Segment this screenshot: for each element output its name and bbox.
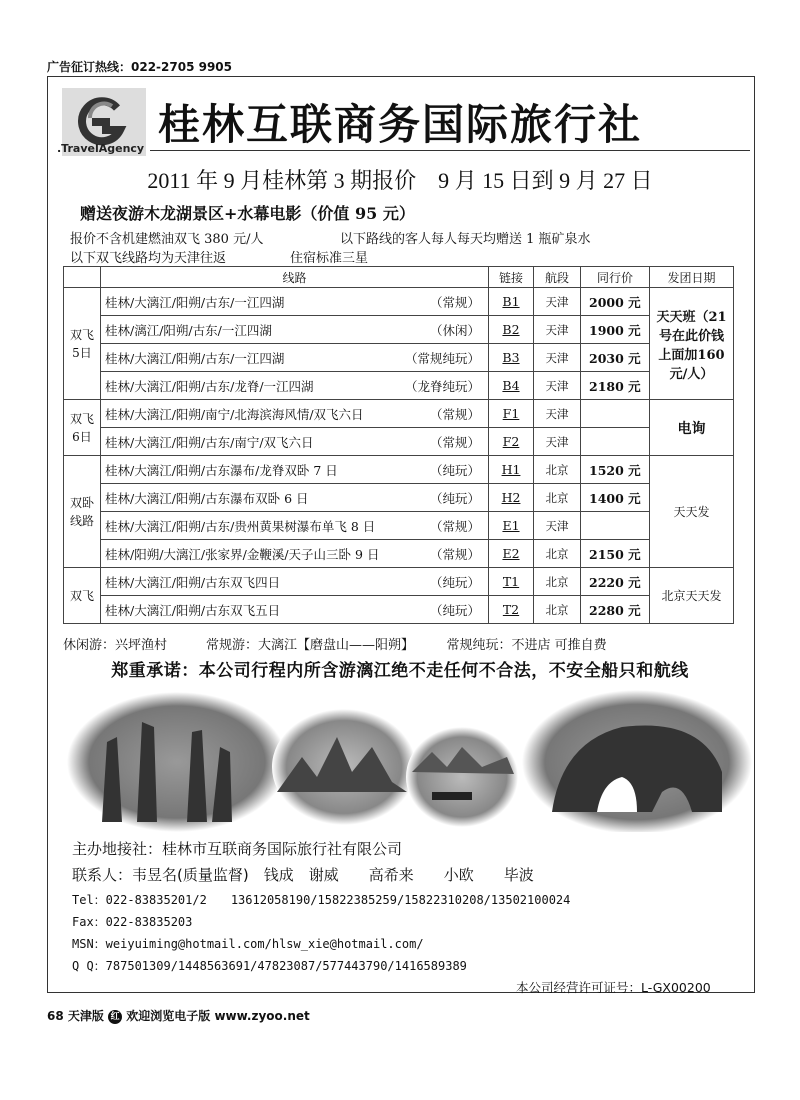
route-cell (101, 568, 489, 596)
departure-city: 天津 (534, 316, 581, 344)
footer-link[interactable]: 欢迎浏览电子版 www.zyoo.net (126, 1009, 310, 1023)
contact-people: 联系人：韦昱名(质量监督) 钱成 谢威 高希来 小欧 毕波 (72, 866, 534, 884)
price-value: 1900 元 (589, 322, 641, 338)
route-code-link[interactable]: H1 (489, 456, 534, 484)
route-code-link[interactable]: B4 (489, 372, 534, 400)
header-segment: 航段 (534, 267, 581, 288)
peer-price (581, 540, 650, 568)
peer-price (581, 456, 650, 484)
route-cell (101, 456, 489, 484)
route-name: 桂林/大漓江/阳朔/古东/一江四湖 (105, 294, 285, 310)
departure-city: 北京 (534, 484, 581, 512)
table-header-row (64, 267, 734, 288)
route-tag: （常规） (429, 406, 480, 422)
route-name: 桂林/大漓江/阳朔/古东瀑布/龙脊双卧 7 日 (105, 462, 338, 478)
route-tag: （常规） (429, 546, 480, 562)
contact-msn: MSN：weiyuiming@hotmail.com/hlsw_xie@hotmail.com/ (72, 937, 424, 951)
route-tag: （纯玩） (429, 490, 480, 506)
table-row (64, 428, 734, 456)
route-tag: （纯玩） (429, 462, 480, 478)
route-name: 桂林/大漓江/阳朔/南宁/北海滨海风情/双飞六日 (105, 406, 364, 422)
route-cell (101, 484, 489, 512)
route-cell (101, 344, 489, 372)
route-code-link[interactable]: B2 (489, 316, 534, 344)
safety-promise: 郑重承诺：本公司行程内所含游漓江绝不走任何不合法，不安全船只和航线 (111, 661, 689, 681)
price-value: 2180 元 (589, 378, 641, 394)
contact-tel: Tel：022-83835201/2 13612058190/15822385259/15822310208/13502100024 (72, 893, 571, 907)
route-name: 桂林/大漓江/阳朔/古东/龙脊/一江四湖 (105, 378, 314, 394)
route-code-link[interactable]: F1 (489, 400, 534, 428)
route-name: 桂林/大漓江/阳朔/古东双飞五日 (105, 602, 281, 618)
route-tag: （常规纯玩） (404, 350, 480, 366)
contact-fax: Fax：022-83835203 (72, 915, 193, 929)
departure-dates: 北京天天发 (650, 568, 734, 624)
table-row (64, 400, 734, 428)
red-badge-icon: 红 (108, 1010, 122, 1024)
peer-price (581, 568, 650, 596)
departure-dates: 天天发 (650, 456, 734, 568)
departure-city: 天津 (534, 400, 581, 428)
route-cell (101, 316, 489, 344)
note-tianjin: 以下双飞线路均为天津往返 (70, 251, 227, 266)
price-value: 2150 元 (589, 546, 641, 562)
price-value: 2220 元 (589, 574, 641, 590)
peer-price (581, 372, 650, 400)
peer-price (581, 484, 650, 512)
routes-table (63, 266, 734, 624)
peer-price (581, 288, 650, 316)
departure-city: 北京 (534, 540, 581, 568)
route-tag: （常规） (429, 294, 480, 310)
route-tag: （休闲） (429, 322, 480, 338)
route-name: 桂林/大漓江/阳朔/古东/一江四湖 (105, 350, 285, 366)
header-dates: 发团日期 (650, 267, 734, 288)
li-river-photo-icon (272, 709, 416, 825)
contact-qq: Q Q：787501309/1448563691/47823087/577443790/1416589389 (72, 959, 467, 973)
route-code-link[interactable]: B3 (489, 344, 534, 372)
gift-offer: 赠送夜游木龙湖景区+水幕电影（价值 95 元） (80, 204, 415, 223)
route-code-link[interactable]: F2 (489, 428, 534, 456)
host-agency: 主办地接社：桂林市互联商务国际旅行社有限公司 (72, 840, 403, 858)
route-name: 桂林/大漓江/阳朔/古东/贵州黄果树瀑布单飞 8 日 (105, 518, 376, 534)
peer-price (581, 428, 650, 456)
peer-price (581, 316, 650, 344)
header-group (64, 267, 101, 288)
peer-price (581, 596, 650, 624)
route-cell (101, 540, 489, 568)
ad-hotline: 广告征订热线：022-2705 9905 (47, 60, 233, 74)
route-code-link[interactable]: H2 (489, 484, 534, 512)
scenery-photos (62, 682, 752, 832)
table-row (64, 596, 734, 624)
group-label: 双卧线路 (64, 456, 101, 568)
price-value: 1520 元 (589, 462, 641, 478)
route-cell (101, 428, 489, 456)
header-code: 链接 (489, 267, 534, 288)
route-tag: （纯玩） (429, 602, 480, 618)
route-code-link[interactable]: E2 (489, 540, 534, 568)
table-row (64, 456, 734, 484)
departure-city: 天津 (534, 288, 581, 316)
route-tag: （纯玩） (429, 574, 480, 590)
zhangjiajie-photo-icon (67, 692, 287, 832)
footer-page: 68 天津版 (47, 1009, 104, 1023)
route-tag: （常规） (429, 518, 480, 534)
table-row (64, 344, 734, 372)
river-boat-photo-icon (406, 727, 518, 827)
route-name: 桂林/大漓江/阳朔/古东双飞四日 (105, 574, 281, 590)
departure-city: 北京 (534, 456, 581, 484)
table-row (64, 316, 734, 344)
price-value: 2280 元 (589, 602, 641, 618)
route-name: 桂林/大漓江/阳朔/古东瀑布双卧 6 日 (105, 490, 309, 506)
price-period-subtitle: 2011 年 9 月桂林第 3 期报价 9 月 15 日到 9 月 27 日 (147, 168, 653, 193)
page-footer (47, 1007, 310, 1024)
departure-city: 天津 (534, 372, 581, 400)
table-row (64, 540, 734, 568)
route-cell (101, 512, 489, 540)
departure-city: 天津 (534, 344, 581, 372)
group-label: 双飞 (64, 568, 101, 624)
departure-dates: 电询 (650, 400, 734, 456)
route-code-link[interactable]: E1 (489, 512, 534, 540)
route-cell (101, 596, 489, 624)
table-row (64, 512, 734, 540)
route-name: 桂林/阳朔/大漓江/张家界/金鞭溪/天子山三卧 9 日 (105, 546, 380, 562)
title-divider (150, 150, 750, 151)
table-row (64, 568, 734, 596)
route-name: 桂林/大漓江/阳朔/古东/南宁/双飞六日 (105, 434, 314, 450)
price-value: 1400 元 (589, 490, 641, 506)
departure-city: 天津 (534, 428, 581, 456)
table-row (64, 288, 734, 316)
route-name: 桂林/漓江/阳朔/古东/一江四湖 (105, 322, 272, 338)
group-label: 双飞6日 (64, 400, 101, 456)
group-label: 双飞5日 (64, 288, 101, 400)
departure-dates: 天天班（21号在此价钱上面加160 元/人） (650, 288, 734, 400)
header-price: 同行价 (581, 267, 650, 288)
peer-price (581, 512, 650, 540)
route-tag: （常规） (429, 434, 480, 450)
route-cell (101, 372, 489, 400)
route-cell (101, 288, 489, 316)
route-code-link[interactable]: T1 (489, 568, 534, 596)
elephant-trunk-hill-photo-icon (522, 690, 752, 832)
departure-city: 北京 (534, 596, 581, 624)
price-value: 2000 元 (589, 294, 641, 310)
route-cell (101, 400, 489, 428)
price-value: 2030 元 (589, 350, 641, 366)
header-route: 线路 (101, 267, 489, 288)
route-code-link[interactable]: T2 (489, 596, 534, 624)
note-fuel: 报价不含机建燃油双飞 380 元/人 (70, 232, 264, 247)
departure-city: 北京 (534, 568, 581, 596)
license-number: 本公司经营许可证号：L-GX00200 (516, 980, 711, 995)
logo-text: .TravelAgency (57, 142, 145, 155)
note-hotel: 住宿标准三星 (290, 251, 369, 266)
route-tag: （龙脊纯玩） (404, 378, 480, 394)
route-code-link[interactable]: B1 (489, 288, 534, 316)
table-row (64, 484, 734, 512)
table-row (64, 372, 734, 400)
note-water: 以下路线的客人每人每天均赠送 1 瓶矿泉水 (340, 232, 591, 247)
page-title: 桂林互联商务国际旅行社 (158, 100, 643, 149)
peer-price (581, 400, 650, 428)
peer-price (581, 344, 650, 372)
tour-types-line: 休闲游：兴坪渔村 常规游：大漓江【磨盘山——阳朔】 常规纯玩：不进店 可推自费 (63, 638, 607, 653)
departure-city: 天津 (534, 512, 581, 540)
